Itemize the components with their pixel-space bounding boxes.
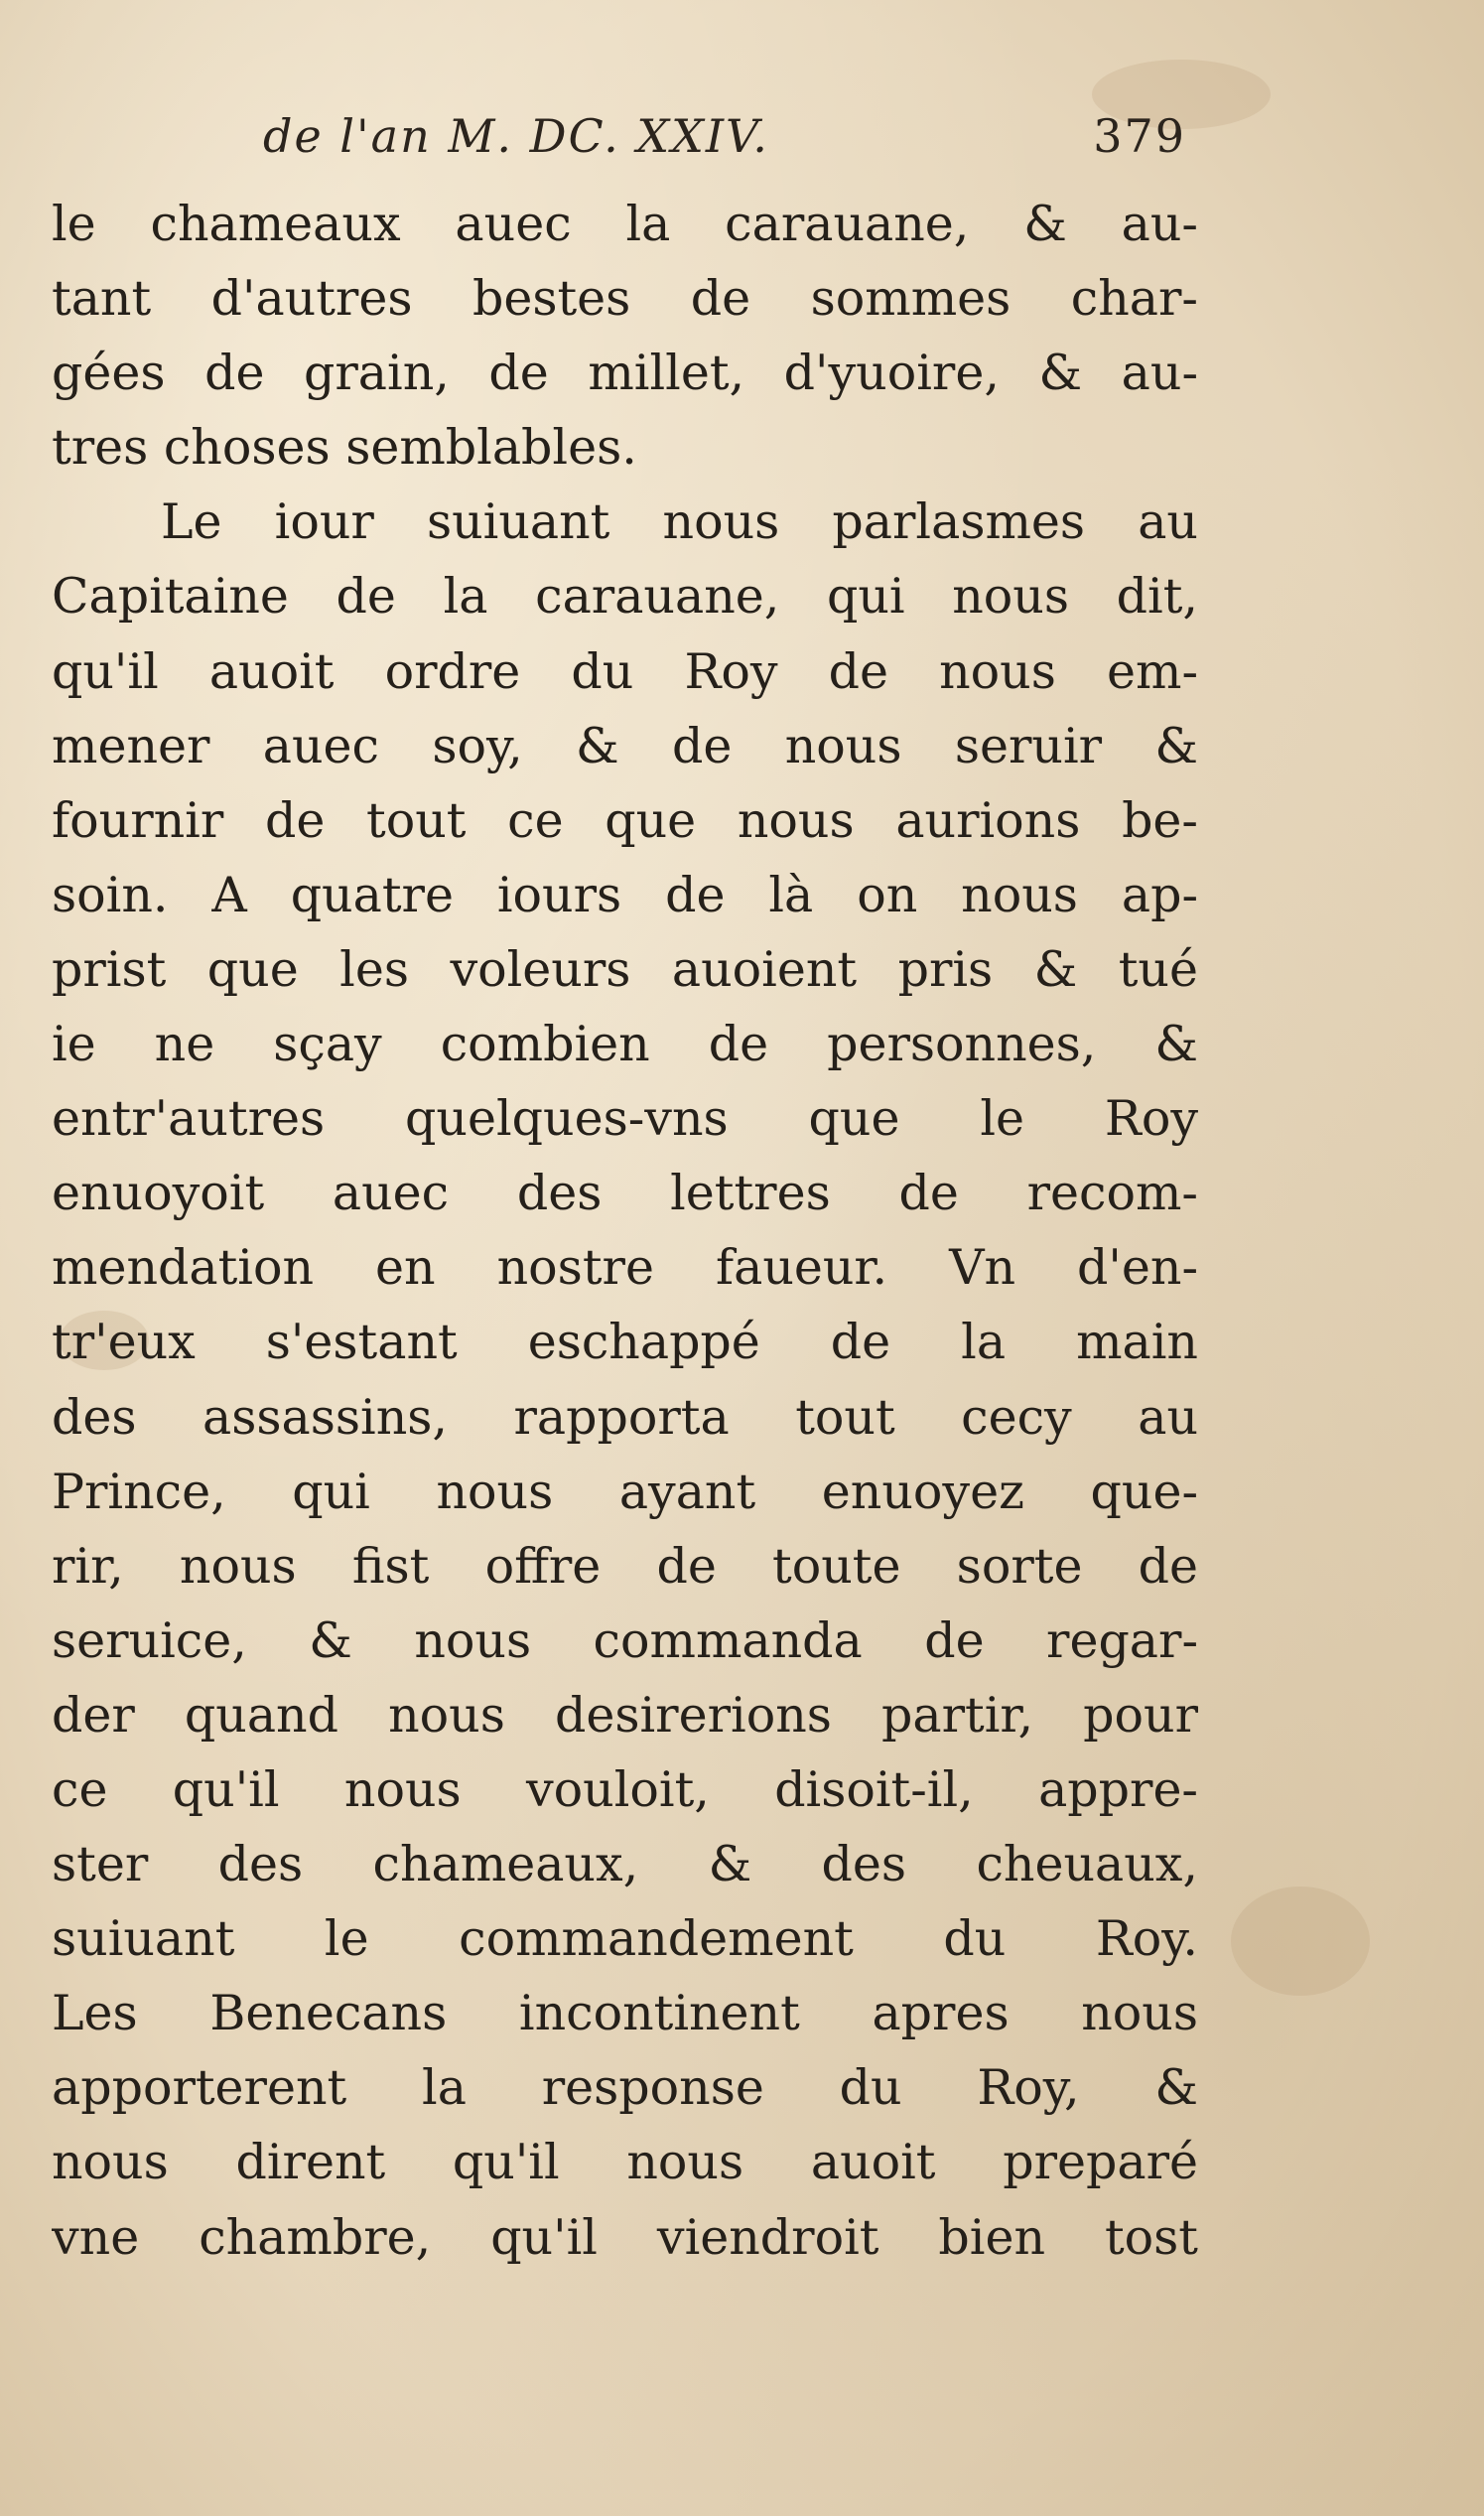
text-line: le chameaux auec la carauane, & au- — [52, 196, 1198, 252]
text-line: soin. A quatre iours de là on nous ap- — [52, 866, 1198, 923]
text-line: des assassins, rapporta tout cecy au — [52, 1388, 1198, 1446]
text-line: ster des chameaux, & des cheuaux, — [52, 1836, 1198, 1893]
text-line: tant d'autres bestes de sommes char- — [52, 270, 1198, 328]
text-line: prist que les voleurs auoient pris & tué — [52, 940, 1198, 998]
text-line: nous dirent qu'il nous auoit preparé — [52, 2134, 1198, 2191]
text-line: suiuant le commandement du Roy. — [52, 1910, 1198, 1968]
text-line: tres choses semblables. — [52, 419, 637, 477]
text-line: gées de grain, de millet, d'yuoire, & au- — [52, 345, 1198, 402]
text-line: Capitaine de la carauane, qui nous dit, — [52, 568, 1198, 626]
text-line: qu'il auoit ordre du Roy de nous em- — [52, 642, 1198, 700]
text-line: Prince, qui nous ayant enuoyez que- — [52, 1463, 1198, 1520]
text-line: rir, nous fist offre de toute sorte de — [52, 1537, 1198, 1595]
text-line: Le iour suiuant nous parlasmes au — [161, 493, 1198, 551]
text-line: entr'autres quelques-vns que le Roy — [52, 1090, 1198, 1148]
running-title: de l'an M. DC. XXIV. — [263, 109, 769, 163]
text-line: der quand nous desirerions partir, pour — [52, 1686, 1198, 1744]
text-line: seruice, & nous commanda de regar- — [52, 1611, 1198, 1669]
text-line: ce qu'il nous vouloit, disoit-il, appre- — [52, 1760, 1198, 1818]
text-line: mendation en nostre faueur. Vn d'en- — [52, 1239, 1198, 1297]
page-header — [263, 109, 1186, 179]
text-line: apporterent la response du Roy, & — [52, 2059, 1198, 2117]
text-line: Les Benecans incontinent apres nous — [52, 1985, 1198, 2042]
body-text — [52, 187, 1198, 2275]
paper-stain — [1231, 1887, 1370, 1996]
text-line: fournir de tout ce que nous aurions be- — [52, 791, 1198, 849]
text-line: enuoyoit auec des lettres de recom- — [52, 1165, 1198, 1222]
text-line: tr'eux s'estant eschappé de la main — [52, 1314, 1198, 1371]
text-line: mener auec soy, & de nous seruir & — [52, 717, 1198, 774]
text-line: ie ne sçay combien de personnes, & — [52, 1016, 1198, 1073]
text-line: vne chambre, qu'il viendroit bien tost — [52, 2208, 1198, 2266]
page-number: 379 — [1093, 109, 1186, 163]
